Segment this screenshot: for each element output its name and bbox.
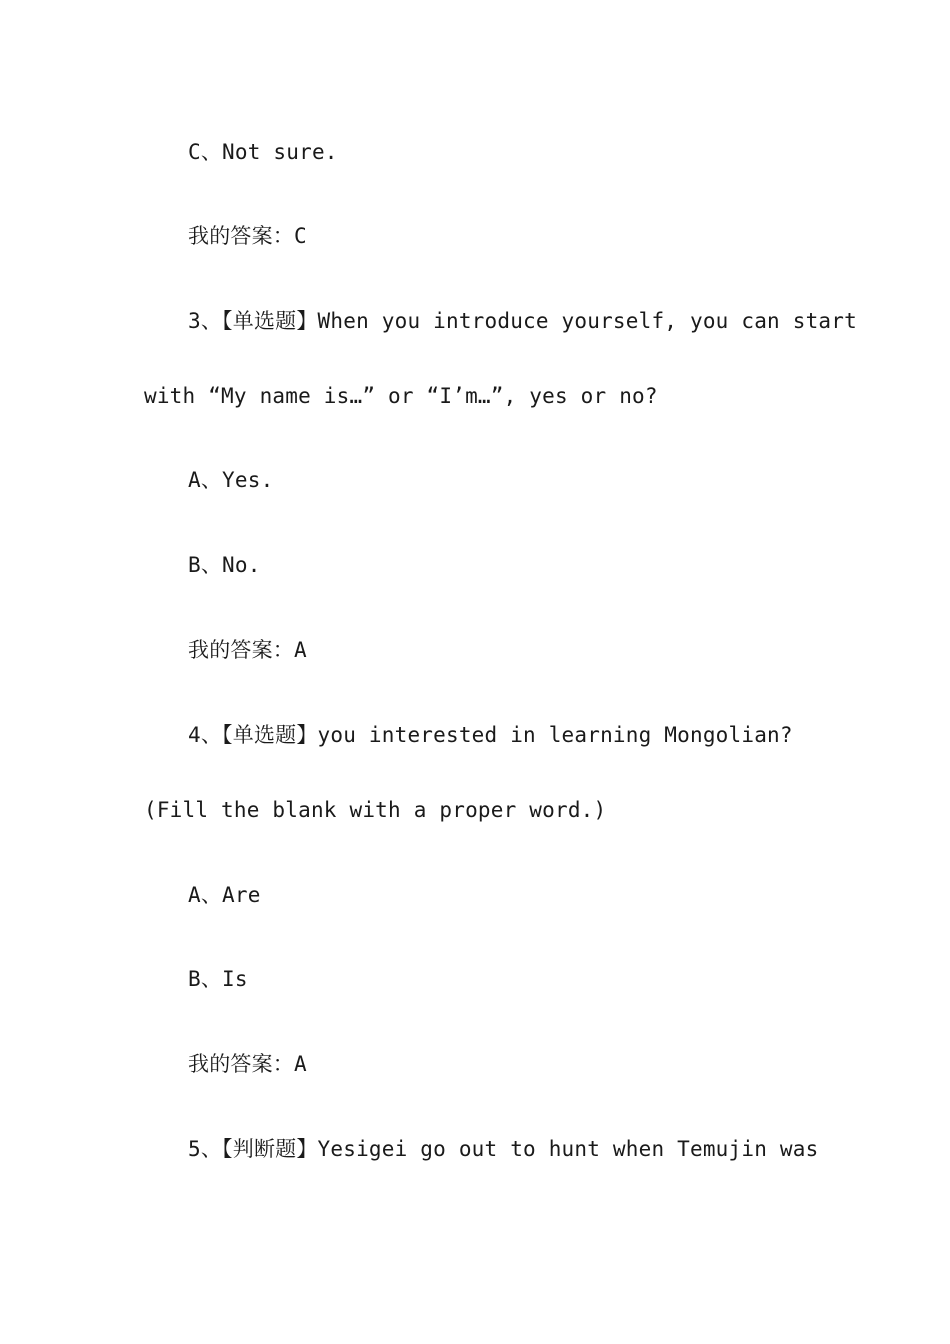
q4-option-b: B、Is [188,967,248,991]
q3-option-b: B、No. [188,553,261,577]
q2-option-c: C、Not sure. [188,140,338,164]
q2-my-answer: 我的答案：C [188,224,307,248]
q5-question-line1: 5、【判断题】Yesigei go out to hunt when Temujin was [188,1137,819,1161]
q3-question-line1: 3、【单选题】When you introduce yourself, you can start [188,309,857,333]
q4-option-a: A、Are [188,883,261,907]
q4-my-answer: 我的答案：A [188,1052,307,1076]
q3-question-line2: with “My name is…” or “I’m…”, yes or no? [144,384,658,408]
q3-option-a: A、Yes. [188,468,274,492]
q4-question-line2: (Fill the blank with a proper word.) [144,798,607,822]
q4-question-line1: 4、【单选题】you interested in learning Mongolian? [188,723,793,747]
q3-my-answer: 我的答案：A [188,638,307,662]
